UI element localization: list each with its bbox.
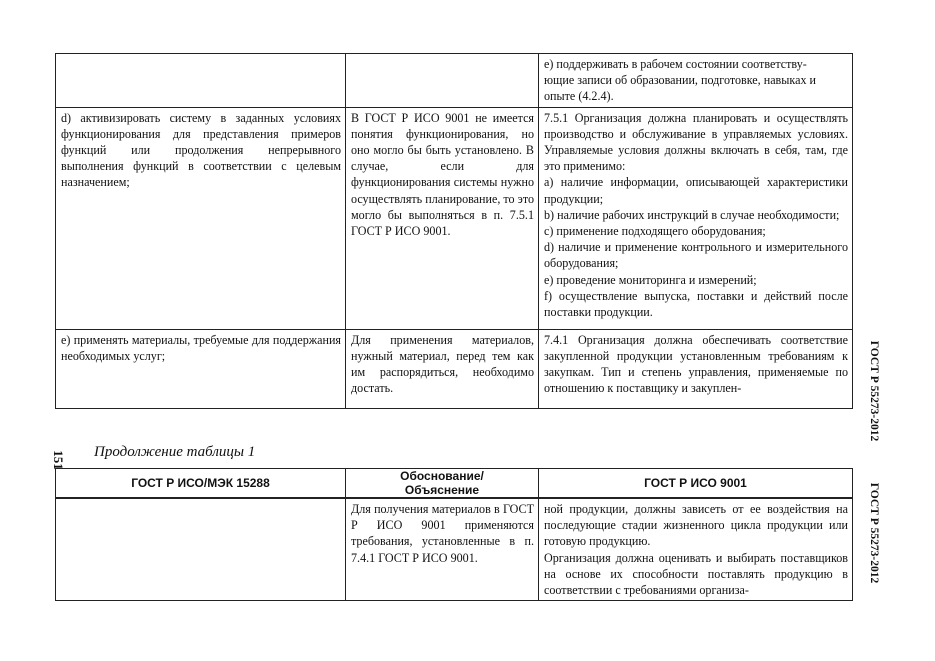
header-explanation: Обоснование/ Объяснение xyxy=(346,469,539,499)
header-iso9001: ГОСТ Р ИСО 9001 xyxy=(539,469,853,499)
header-iso15288: ГОСТ Р ИСО/МЭК 15288 xyxy=(56,469,346,499)
continuation-caption: Продолжение таблицы 1 xyxy=(94,444,256,460)
cell-9001: ной продукции, должны зависеть от ее воздействия на последующие стадии жизненного цикла продукции или готовую продукцию. Организация должна оценивать и выбирать поставщиков на основе их способности поставлять продукцию в соответствии с требованиями организа- xyxy=(539,498,853,601)
requirements-table-bottom xyxy=(55,468,853,601)
table-row xyxy=(56,498,853,601)
cell-explanation: Для получения материалов в ГОСТ Р ИСО 9001 применяются требования, установленные в п. 7.4.1 ГОСТ Р ИСО 9001. xyxy=(346,498,539,601)
cell-9001: 7.4.1 Организация должна обеспечивать соответствие закупленной продукции установленным требованиям к закупкам. Тип и степень управления, применяемые по отношению к поставщику и закуплен- xyxy=(539,329,853,408)
requirements-table-top xyxy=(55,53,853,409)
cell-15288: d) активизировать систему в заданных условиях функционирования для представления примеров функций или продолжения непрерывного выполнения функций в соответствии с целевым назначением; xyxy=(56,107,346,329)
page-number: 151 xyxy=(50,450,66,470)
cell-15288: e) применять материалы, требуемые для поддержания необходимых услуг; xyxy=(56,329,346,408)
cell-explanation: Для применения материалов, нужный материал, перед тем как им распорядиться, необходимо достать. xyxy=(346,329,539,408)
table-header-row xyxy=(56,469,853,499)
table-row xyxy=(56,329,853,408)
cell-9001: e) поддерживать в рабочем состоянии соответству- ющие записи об образовании, подготовке, навыках и опыте (4.2.4). xyxy=(539,54,853,108)
cell-explanation: В ГОСТ Р ИСО 9001 не имеется понятия функционирования, но оно могло бы быть установлено. В случае, если для функционирования системы нужно осуществлять планирование, то это могло бы выполняться в п. 7.5.1 ГОСТ Р ИСО 9001. xyxy=(346,107,539,329)
standard-code-side-label: ГОСТ Р 55273-2012 xyxy=(868,340,881,442)
cell-15288 xyxy=(56,498,346,601)
table-row xyxy=(56,107,853,329)
cell-15288 xyxy=(56,54,346,108)
table-row xyxy=(56,54,853,108)
standard-code-side-label: ГОСТ Р 55273-2012 xyxy=(868,482,881,584)
cell-explanation xyxy=(346,54,539,108)
cell-9001: 7.5.1 Организация должна планировать и осуществлять производство и обслуживание в управляемых условиях. Управляемые условия должны включать в себя, там, где это применимо: а) наличие информации, описывающей характеристики продукции; b) наличие рабочих инструкций в случае необходимости; c) применение подходящего оборудования; d) наличие и применение контрольного и измерительного оборудования; e) проведение мониторинга и измерений; f) осуществление выпуска, поставки и действий после поставки продукции. xyxy=(539,107,853,329)
